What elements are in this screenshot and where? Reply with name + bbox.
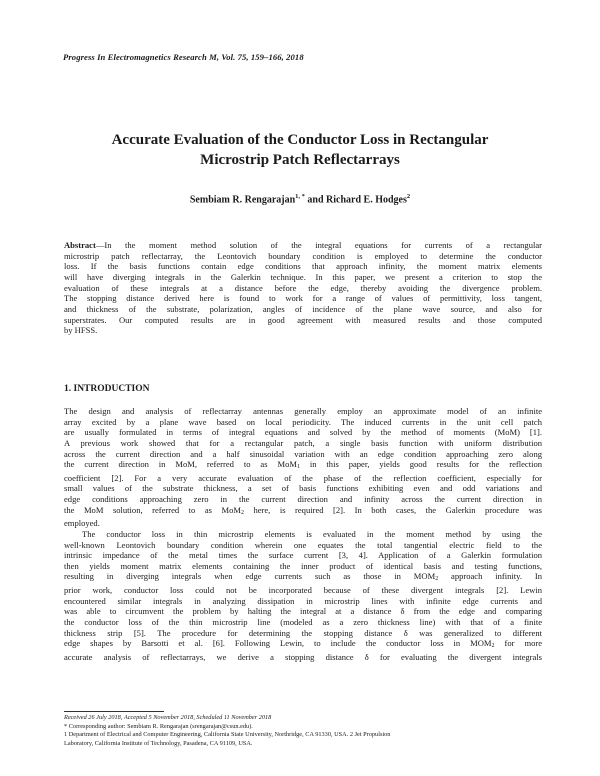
abstract-line: The stopping distance derived here is found to work for a range of values of permittivity, loss tangent, bbox=[64, 293, 542, 304]
paragraph-line: small values of the substrate thickness, a set of basis functions exhibiting even and odd variations and bbox=[64, 483, 542, 494]
corresponding-author-note: * Corresponding author: Sembiam R. Rengarajan (srengarajan@csun.edu). bbox=[64, 722, 253, 730]
author-1-name: Sembiam R. Rengarajan bbox=[189, 194, 296, 206]
abstract-line: superstrates. Our computed results are in good agreement with measured results and those computed bbox=[64, 314, 542, 325]
received-dates: Received 26 July 2018, Accepted 5 November 2018, Scheduled 11 November 2018 bbox=[64, 714, 272, 721]
paragraph-line: The design and analysis of reflectarray antennas generally employ an approximate model of an infinite bbox=[64, 406, 542, 416]
paragraph-1 bbox=[64, 406, 542, 529]
paragraph-line: across the current direction and a half sinusoidal variation with an edge condition approaching zero along bbox=[64, 448, 542, 459]
paragraph-line: accurate analysis of reflectarrays, we derive a stopping distance δ for evaluating the divergent integrals bbox=[64, 651, 542, 662]
paragraph-line: are usually formulated in terms of integral equations and solved by the method of moments (MoM) [1]. bbox=[64, 427, 542, 438]
author-list bbox=[60, 193, 540, 205]
abstract bbox=[64, 240, 542, 336]
paragraph-line: prior work, conductor loss could not be incorporated because of these divergent integrals [2]. Lewin bbox=[64, 585, 542, 595]
abstract-line: loss. If the basis functions contain edge conditions that approach infinity, the moment matrix elements bbox=[64, 261, 542, 272]
affiliation-note: Laboratory, California Institute of Technology, Pasadena, CA 91109, USA. bbox=[64, 739, 253, 747]
paragraph-line: thickness strip [5]. The procedure for determining the stopping distance δ was generalized to different bbox=[64, 627, 542, 638]
abstract-line: will have diverging integrals in the Galerkin technique. In this paper, we present a criterion to stop the bbox=[64, 271, 542, 282]
author-connector: and bbox=[304, 194, 327, 206]
abstract-line: and thickness of the substrate, polarization, angles of incidence of the plane wave source, and also for bbox=[64, 303, 542, 314]
paragraph-line: edge conditions approaching zero in the current direction and infinity across the current direction in bbox=[64, 494, 542, 504]
paragraph-line: array excited by a plane wave based on local periodicity. The induced currents in the unit cell patch bbox=[64, 416, 542, 427]
paragraph-line: resulting in diverging integrals when edge currents such as those in MOM2 approach infinity. In bbox=[64, 571, 542, 583]
paragraph-line: The conductor loss in thin microstrip elements is evaluated in the moment method by using the bbox=[82, 528, 542, 539]
paragraph-line: edge shapes by Barsotti et al. [6]. Following Lewin, to include the conductor loss in MOM2 for more bbox=[64, 638, 542, 650]
paragraph-line: the MoM solution, referred to as MoM2 here, is required [2]. In both cases, the Galerkin procedure was bbox=[64, 504, 542, 516]
paragraph-line: the conductor loss of the thin microstrip line (modeled as a zero thickness line) with that of a finite bbox=[64, 616, 542, 627]
abstract-line: microstrip patch reflectarray, the Leontovich boundary condition is employed to determine the conductor bbox=[64, 250, 542, 261]
author-2-affiliation-mark: 2 bbox=[406, 193, 411, 200]
paragraph-line: the current direction in MoM, referred to as MoM1 in this paper, yields good results for the reflection bbox=[64, 459, 542, 471]
abstract-line: evaluation of these integrals at a distance before the edge, thereby avoiding the divergence problem. bbox=[64, 282, 542, 293]
paragraph-line: well-known Leontovich boundary condition wherein one equates the total tangential electric field to the bbox=[64, 539, 542, 550]
author-2-name: Richard E. Hodges bbox=[326, 194, 407, 206]
abstract-line: by HFSS. bbox=[64, 325, 98, 336]
footnote-divider bbox=[64, 711, 164, 712]
journal-citation-header: Progress In Electromagnetics Research M, Vol. 75, 159–166, 2018 bbox=[63, 52, 304, 62]
paragraph-line: encountered similar integrals in analyzing dissipation in microstrip lines with infinite edge currents and bbox=[64, 595, 542, 606]
paragraph-line: then yields moment matrix elements containing the inner product of identical basis and testing functions, bbox=[64, 560, 542, 571]
footnotes bbox=[64, 714, 544, 748]
abstract-label: Abstract bbox=[64, 240, 96, 250]
section-heading-introduction: 1. INTRODUCTION bbox=[64, 384, 150, 394]
paper-title bbox=[60, 130, 540, 170]
paragraph-line: intrinsic impedance of the metal times the surface current [3, 4]. Application of a Galerkin formulation bbox=[64, 550, 542, 561]
paragraph-line: A previous work showed that for a rectangular patch, a single basis function with uniform distribution bbox=[64, 437, 542, 448]
introduction-body bbox=[64, 406, 542, 662]
paragraph-line: coefficient [2]. For a very accurate evaluation of the phase of the reflection coefficient, especially for bbox=[64, 472, 542, 483]
title-line-2: Microstrip Patch Reflectarrays bbox=[200, 152, 400, 168]
affiliation-note: 1 Department of Electrical and Computer Engineering, California State University, Northridge, CA 91330, USA. 2 Jet Propulsion bbox=[64, 731, 391, 739]
author-1-affiliation-mark: 1, * bbox=[295, 193, 305, 200]
paragraph-line: was able to circumvent the problem by halting the integral at a distance δ from the edge and comparing bbox=[64, 606, 542, 617]
paragraph-line: employed. bbox=[64, 518, 100, 529]
paragraph-2 bbox=[64, 529, 542, 663]
title-line-1: Accurate Evaluation of the Conductor Loss in Rectangular bbox=[111, 132, 489, 148]
abstract-line: Abstract—In the moment method solution of the integral equations for currents of a rectangular bbox=[64, 240, 542, 250]
